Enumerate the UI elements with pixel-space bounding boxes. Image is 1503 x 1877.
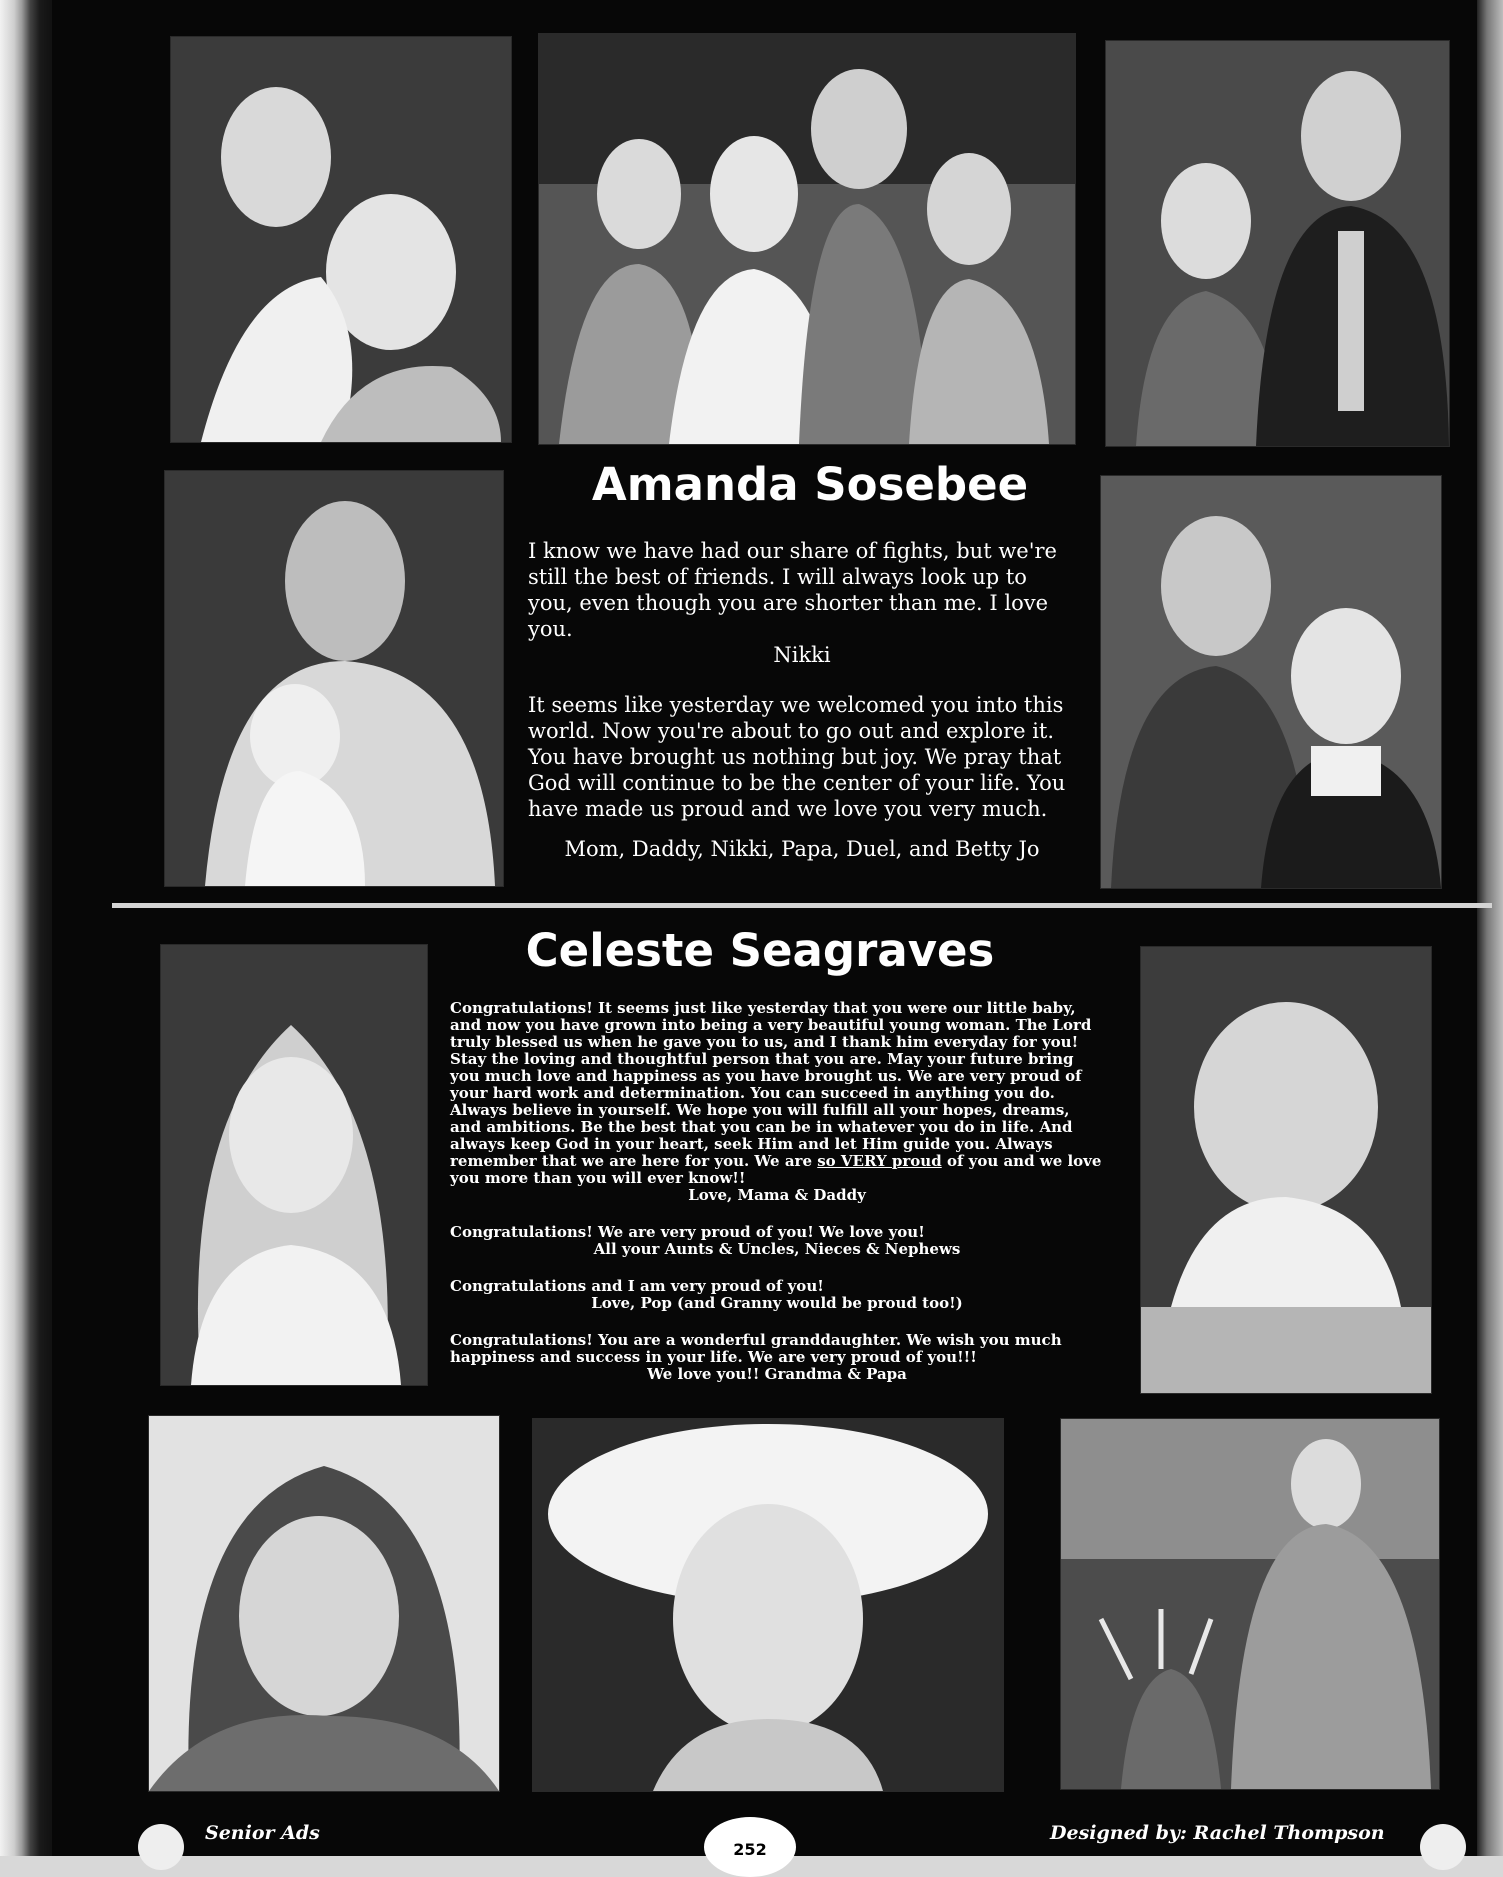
celeste-message-emphasis: so VERY proud xyxy=(817,1152,942,1170)
amanda-message-block xyxy=(528,538,1076,862)
footer-section-label: Senior Ads xyxy=(205,1822,320,1844)
celeste-message-parents-a: Congratulations! It seems just like yesterday that you were our little baby, and now you have grown into being a very beautiful young woman. The Lord truly blessed us when he gave you to us, and I thank him everyday for you! Stay the loving and thoughtful person that you are. May your future bring you much love and happiness as you have brought us. We are very proud of your hard work and determination. You can succeed in anything you do. Always believe in yourself. We hope you will fulfill all your hopes, dreams, and ambitions. Be the best that you can be in whatever you do in life. And always keep God in your heart, seek Him and let Him guide you. Always remember that we are here for you. We are xyxy=(450,999,1092,1170)
photo-four-girls xyxy=(538,33,1076,445)
photo-two-little-girls xyxy=(170,36,512,443)
amanda-signature-nikki: Nikki xyxy=(773,643,831,667)
amanda-name-heading: Amanda Sosebee xyxy=(591,458,1029,511)
page-number: 252 xyxy=(733,1840,767,1859)
amanda-message-family: It seems like yesterday we welcomed you into this world. Now you're about to go out and explore it. You have brought us nothing but joy. We pray that God will continue to be the center of your life. You have made us proud and we love you very much. xyxy=(528,693,1066,821)
footer-left-ornament xyxy=(138,1824,184,1870)
celeste-message-block xyxy=(450,1000,1104,1383)
celeste-message-parents xyxy=(450,1000,1104,1187)
celeste-message-parents-b: of you and we love you more than you will ever know!! xyxy=(450,1152,1102,1187)
amanda-message-nikki: I know we have had our share of fights, but we're still the best of friends. I will always look up to you, even though you are shorter than me. I love you. xyxy=(528,539,1057,641)
photo-baby-portrait xyxy=(1140,946,1432,1394)
photo-senior-portrait xyxy=(148,1415,500,1792)
book-binding xyxy=(0,0,52,1856)
celeste-signature-relatives: All your Aunts & Uncles, Nieces & Nephews xyxy=(593,1240,961,1258)
celeste-signature-grandparents: We love you!! Grandma & Papa xyxy=(647,1365,907,1383)
photo-young-girl-portrait xyxy=(160,944,428,1386)
section-divider xyxy=(112,903,1492,908)
photo-grandparents xyxy=(1100,475,1442,889)
photo-couple-formal xyxy=(1105,40,1450,447)
photo-father-with-baby xyxy=(164,470,504,887)
photo-girl-in-sunhat xyxy=(532,1418,1004,1792)
celeste-signature-parents: Love, Mama & Daddy xyxy=(688,1186,866,1204)
amanda-signature-family: Mom, Daddy, Nikki, Papa, Duel, and Betty Jo xyxy=(564,837,1040,861)
photo-girl-with-deer xyxy=(1060,1418,1440,1790)
page-number-badge xyxy=(704,1817,796,1877)
celeste-signature-pop: Love, Pop (and Granny would be proud too!) xyxy=(591,1294,963,1312)
celeste-message-grandparents: Congratulations! You are a wonderful granddaughter. We wish you much happiness and success in your life. We are very proud of you!!! xyxy=(450,1331,1062,1366)
celeste-message-pop: Congratulations and I am very proud of you! xyxy=(450,1277,824,1295)
page-edge xyxy=(1477,0,1503,1856)
footer-right-ornament xyxy=(1420,1824,1466,1870)
celeste-name-heading: Celeste Seagraves xyxy=(525,924,995,977)
footer-designer-credit: Designed by: Rachel Thompson xyxy=(1050,1822,1385,1844)
celeste-message-relatives: Congratulations! We are very proud of you! We love you! xyxy=(450,1223,925,1241)
